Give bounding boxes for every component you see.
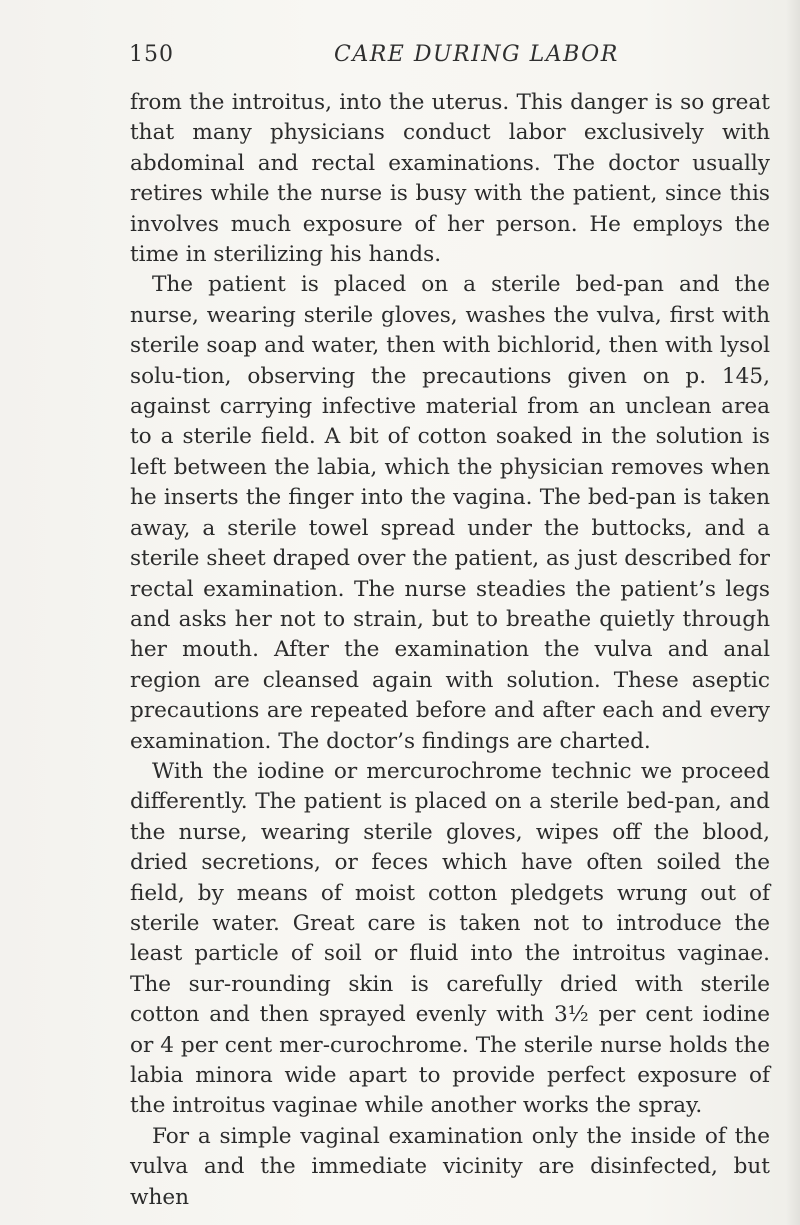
paragraph-simple-examination: For a simple vaginal examination only the inside of the vulva and the immediate vicinity are disinfected, but when: [130, 1123, 770, 1210]
page-edge-shadow: [786, 0, 800, 1225]
paragraph-continued: from the introitus, into the uterus. This danger is so great that many physicians conduct labor exclusively with abdominal and rectal examinations. The doctor usually retires while the nurse is busy with the patient, since this involves much exposure of her person. He employs the time in sterilizing his hands.: [130, 90, 770, 268]
body-text: [130, 88, 770, 1213]
page-header: [129, 42, 767, 82]
page-number: 150: [129, 42, 174, 67]
paragraph-bed-pan-procedure: The patient is placed on a sterile bed-pan and the nurse, wearing sterile gloves, washes the vulva, first with sterile soap and water, then with bichlorid, then with lysol solu-tion, observing the precautions given on p. 145, against carrying infective material from an unclean area to a sterile field. A bit of cotton soaked in the solution is left between the labia, which the physician removes when he inserts the finger into the vagina. The bed-pan is taken away, a sterile towel spread under the buttocks, and a sterile sheet draped over the patient, as just described for rectal examination. The nurse steadies the patient’s legs and asks her not to strain, but to breathe quietly through her mouth. After the examination the vulva and anal region are cleansed again with solution. These aseptic precautions are repeated before and after each and every examination. The doctor’s findings are charted.: [130, 272, 770, 754]
paragraph-iodine-technic: With the iodine or mercurochrome technic we proceed differently. The patient is placed on a sterile bed-pan, and the nurse, wearing sterile gloves, wipes off the blood, dried secretions, or feces which have often soiled the field, by means of moist cotton pledgets wrung out of sterile water. Great care is taken not to introduce the least particle of soil or fluid into the introitus vaginae. The sur-rounding skin is carefully dried with sterile cotton and then sprayed evenly with 3½ per cent iodine or 4 per cent mer-curochrome. The sterile nurse holds the labia minora wide apart to provide perfect exposure of the introitus vaginae while another works the spray.: [130, 758, 770, 1119]
running-head: CARE DURING LABOR: [334, 42, 619, 67]
